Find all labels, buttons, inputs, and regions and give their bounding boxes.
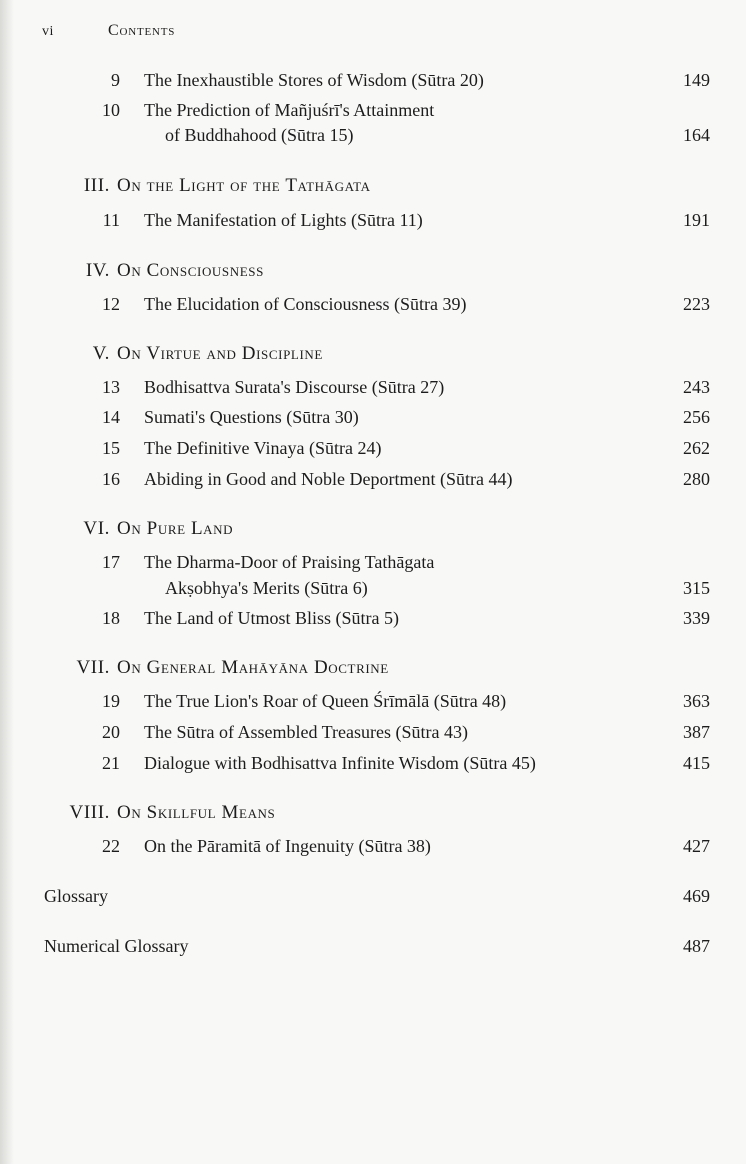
page-gutter-shadow [0, 0, 14, 1164]
entry-page: 415 [683, 753, 710, 773]
entry-title-continuation: of Buddhahood (Sūtra 15) [165, 125, 354, 145]
entry-title: The Manifestation of Lights (Sūtra 11) [144, 210, 423, 230]
entry-page: 280 [683, 469, 710, 489]
entry-title: The Elucidation of Consciousness (Sūtra 39) [144, 294, 467, 314]
entry-title: Bodhisattva Surata's Discourse (Sūtra 27) [144, 377, 445, 397]
entry-page: 315 [683, 578, 710, 598]
section-title: On the Light of the Tathāgata [117, 175, 371, 196]
section-roman: III. [83, 175, 110, 196]
entry-title: The Dharma-Door of Praising Tathāgata [144, 552, 435, 572]
section-title: On Consciousness [117, 260, 264, 281]
section-title: On Pure Land [117, 518, 234, 539]
running-head-title: Contents [108, 22, 176, 39]
entry-number: 12 [102, 294, 120, 314]
entry-title: The True Lion's Roar of Queen Śrīmālā (Sūtra 48) [144, 691, 507, 711]
running-head [42, 22, 175, 40]
section-roman: V. [92, 343, 110, 364]
section-title: On General Mahāyāna Doctrine [117, 657, 389, 678]
section-roman: VIII. [69, 802, 110, 823]
entry-number: 15 [102, 438, 120, 458]
entry-page: 256 [683, 407, 710, 427]
section-title: On Skillful Means [117, 802, 276, 823]
section-title: On Virtue and Discipline [117, 343, 323, 364]
entry-page: 427 [683, 836, 710, 856]
entry-number: 18 [102, 608, 120, 628]
entry-title: The Definitive Vinaya (Sūtra 24) [144, 438, 382, 458]
entry-number: 9 [111, 70, 120, 90]
entry-number: 19 [102, 691, 120, 711]
entry-title: On the Pāramitā of Ingenuity (Sūtra 38) [144, 836, 431, 856]
entry-number: 17 [102, 552, 120, 572]
entry-title: Dialogue with Bodhisattva Infinite Wisdom (Sūtra 45) [144, 753, 536, 773]
folio: vi [42, 24, 54, 39]
entry-number: 16 [102, 469, 120, 489]
entry-page: 363 [683, 691, 710, 711]
entry-page: 191 [683, 210, 710, 230]
entry-title: Sumati's Questions (Sūtra 30) [144, 407, 359, 427]
entry-page: 262 [683, 438, 710, 458]
entry-number: 20 [102, 722, 120, 742]
section-roman: IV. [85, 260, 110, 281]
entry-title: Numerical Glossary [44, 936, 189, 956]
entry-title: The Inexhaustible Stores of Wisdom (Sūtra 20) [144, 70, 484, 90]
entry-title: The Land of Utmost Bliss (Sūtra 5) [144, 608, 399, 628]
entry-title: Abiding in Good and Noble Deportment (Sūtra 44) [144, 469, 513, 489]
entry-page: 164 [683, 125, 710, 145]
entry-page: 243 [683, 377, 710, 397]
entry-title: Glossary [44, 886, 108, 906]
entry-title: The Prediction of Mañjuśrī's Attainment [144, 100, 435, 120]
entry-page: 387 [683, 722, 710, 742]
entry-page: 487 [683, 936, 710, 956]
entry-page: 223 [683, 294, 710, 314]
entry-title: The Sūtra of Assembled Treasures (Sūtra 43) [144, 722, 468, 742]
entry-number: 22 [102, 836, 120, 856]
entry-number: 11 [102, 210, 120, 230]
entry-number: 10 [102, 100, 120, 120]
entry-page: 469 [683, 886, 710, 906]
entry-number: 13 [102, 377, 120, 397]
entry-title-continuation: Akṣobhya's Merits (Sūtra 6) [165, 578, 368, 598]
entry-number: 14 [102, 407, 120, 427]
entry-page: 339 [683, 608, 710, 628]
section-roman: VII. [76, 657, 110, 678]
entry-page: 149 [683, 70, 710, 90]
entry-number: 21 [102, 753, 120, 773]
section-roman: VI. [83, 518, 110, 539]
